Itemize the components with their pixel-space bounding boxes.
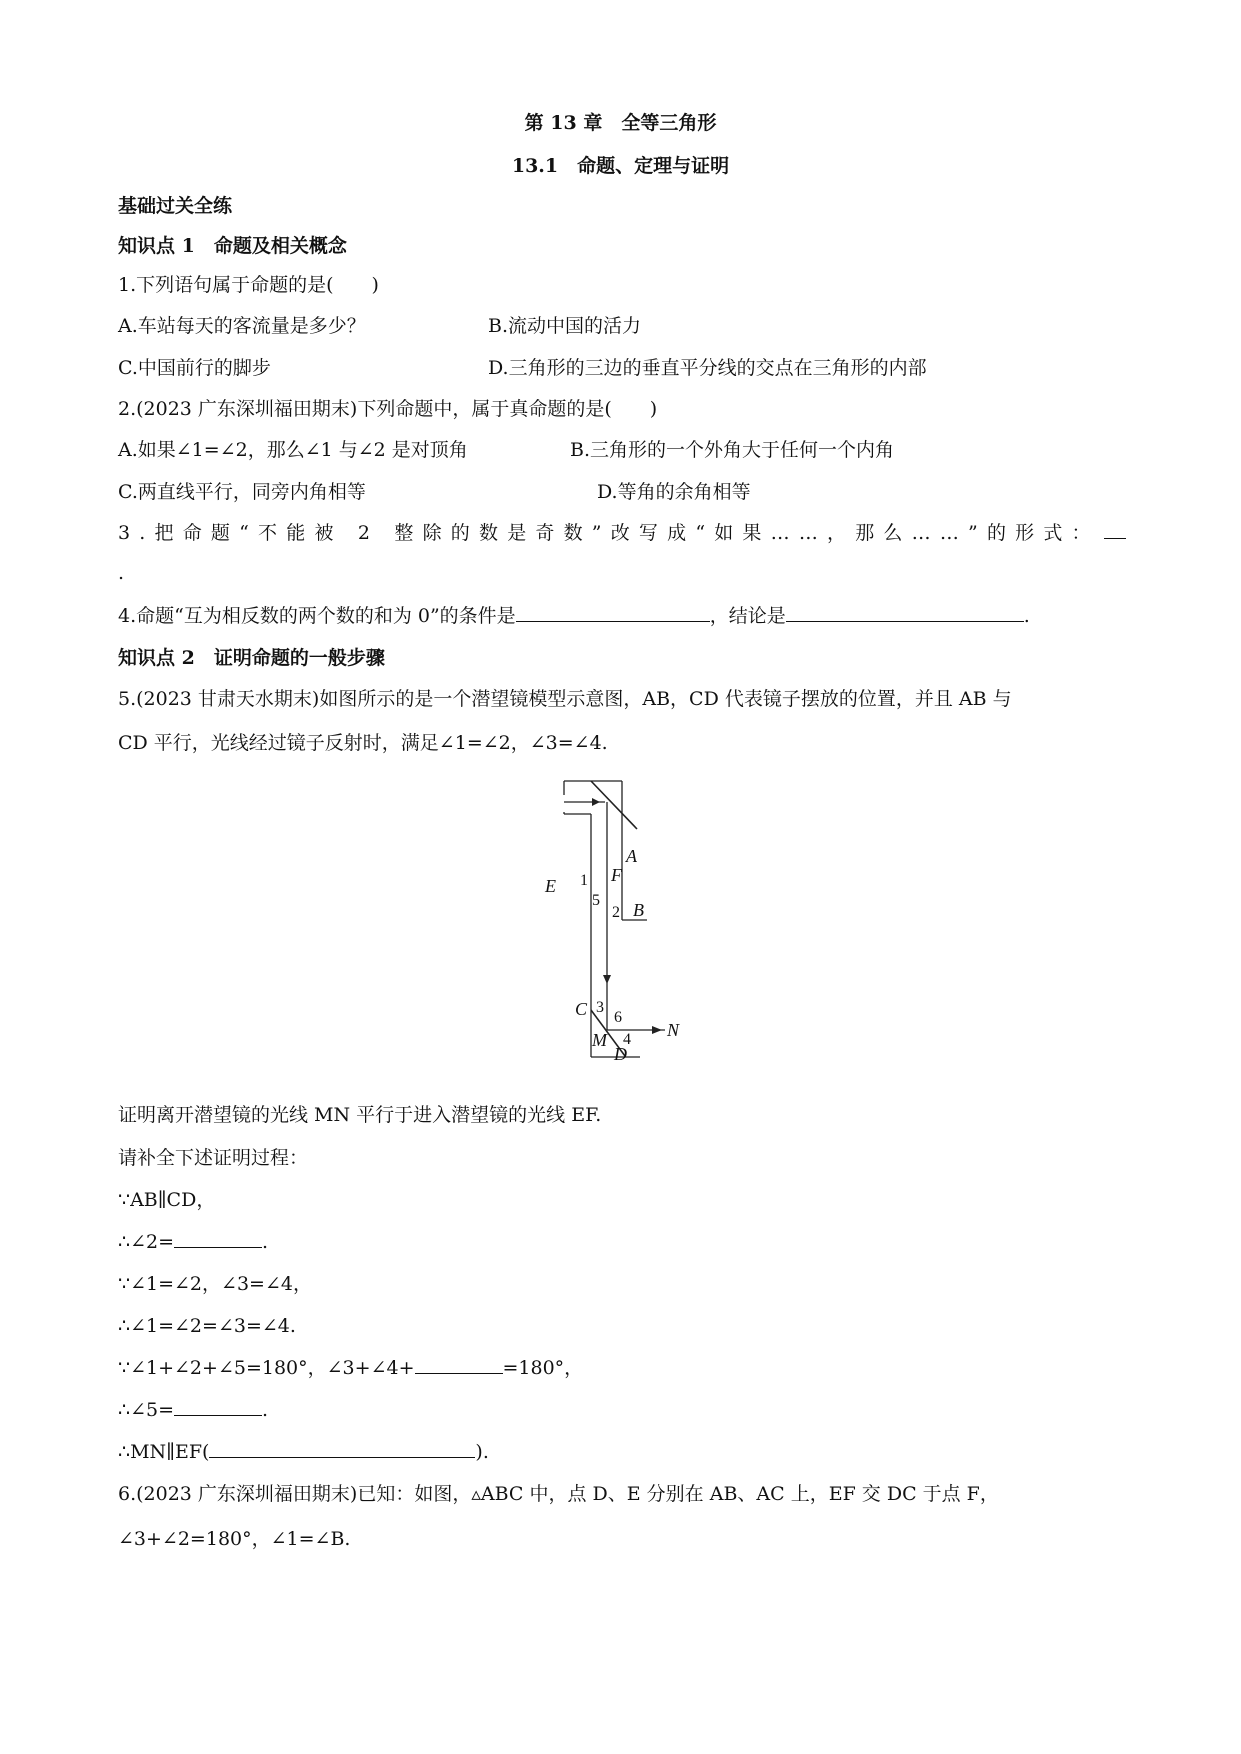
question-1-stem: 1.下列语句属于命题的是( )	[118, 274, 379, 296]
label-b: B	[633, 900, 644, 920]
proof-step-2-text: ∴∠2=	[118, 1231, 175, 1253]
question-1-option-a: A.车站每天的客流量是多少？	[118, 315, 366, 337]
label-d: D	[614, 1044, 627, 1064]
question-4-part-3: .	[1023, 605, 1030, 627]
proof-step-7-reason-blank[interactable]	[209, 1439, 475, 1458]
proof-step-7-text: ∴MN∥EF(	[118, 1441, 210, 1463]
question-5-prove: 证明离开潜望镜的光线 MN 平行于进入潜望镜的光线 EF.	[118, 1104, 602, 1126]
label-angle-3: 3	[596, 999, 604, 1016]
label-a: A	[626, 846, 637, 866]
question-3-prompt: 3.把命题“不能被 2 整除的数是奇数”改写成“如果……，那么……”的形式：	[118, 522, 1100, 544]
arrow-mn	[652, 1026, 662, 1034]
label-angle-6: 6	[614, 1009, 622, 1026]
label-angle-2: 2	[612, 904, 620, 921]
question-6-line-1: 6.(2023 广东深圳福田期末)已知：如图，▵ABC 中，点 D、E 分别在 AB、AC 上，EF 交 DC 于点 F，	[118, 1483, 999, 1505]
chapter-title: 第 13 章 全等三角形	[524, 112, 717, 134]
arrow-vertical	[603, 975, 611, 984]
section-title: 13.1 命题、定理与证明	[511, 155, 730, 177]
arrow-ef	[592, 798, 600, 806]
proof-step-5-text: ∵∠1+∠2+∠5=180°，∠3+∠4+	[118, 1357, 415, 1379]
proof-step-7-end: ).	[475, 1441, 489, 1463]
label-f: F	[611, 865, 622, 885]
proof-step-5	[118, 1355, 583, 1381]
proof-step-5-end: =180°，	[502, 1357, 584, 1379]
question-1-option-d: D.三角形的三边的垂直平分线的交点在三角形的内部	[488, 357, 927, 379]
question-5-fill-instruction: 请补全下述证明过程：	[118, 1147, 309, 1169]
proof-step-6-blank[interactable]	[174, 1397, 262, 1416]
knowledge-point-1-heading: 知识点 1 命题及相关概念	[118, 235, 347, 257]
label-n: N	[667, 1020, 680, 1040]
label-m: M	[592, 1030, 607, 1050]
proof-step-1: ∵AB∥CD，	[118, 1189, 216, 1211]
question-1-option-c: C.中国前行的脚步	[118, 357, 271, 379]
label-angle-5: 5	[592, 892, 600, 909]
question-4-part-1: 4.命题“互为相反数的两个数的和为 0”的条件是	[118, 605, 516, 627]
proof-step-6	[118, 1397, 268, 1423]
proof-step-2	[118, 1229, 268, 1255]
knowledge-point-2-heading: 知识点 2 证明命题的一般步骤	[118, 647, 385, 669]
proof-step-5-blank[interactable]	[415, 1355, 503, 1374]
label-e: E	[545, 876, 556, 896]
proof-step-2-end: .	[262, 1231, 269, 1253]
exercise-set-heading: 基础过关全练	[118, 195, 233, 217]
question-2-option-c: C.两直线平行，同旁内角相等	[118, 481, 366, 503]
question-2-option-b: B.三角形的一个外角大于任何一个内角	[570, 439, 895, 461]
question-2-option-a: A.如果∠1=∠2，那么∠1 与∠2 是对顶角	[118, 439, 468, 461]
question-4-part-2: ，结论是	[709, 605, 786, 627]
question-3-end: .	[118, 562, 125, 584]
proof-step-4: ∴∠1=∠2=∠3=∠4.	[118, 1315, 296, 1337]
mirror-ab	[591, 781, 637, 829]
question-2-stem: 2.(2023 广东深圳福田期末)下列命题中，属于真命题的是( )	[118, 398, 658, 420]
question-5-line-2: CD 平行，光线经过镜子反射时，满足∠1=∠2，∠3=∠4.	[118, 732, 608, 754]
question-2-option-d: D.等角的余角相等	[597, 481, 751, 503]
label-c: C	[575, 999, 588, 1019]
question-6-line-2: ∠3+∠2=180°，∠1=∠B.	[118, 1528, 351, 1550]
question-1-option-b: B.流动中国的活力	[488, 315, 642, 337]
proof-step-6-text: ∴∠5=	[118, 1399, 175, 1421]
label-angle-4: 4	[623, 1031, 631, 1048]
label-angle-1: 1	[580, 872, 588, 889]
proof-step-7	[118, 1439, 489, 1465]
proof-step-3: ∵∠1=∠2，∠3=∠4，	[118, 1273, 312, 1295]
proof-step-6-end: .	[262, 1399, 269, 1421]
proof-step-2-blank[interactable]	[174, 1229, 262, 1248]
question-5-line-1: 5.(2023 甘肃天水期末)如图所示的是一个潜望镜模型示意图，AB，CD 代表镜子摆放的位置，并且 AB 与	[118, 688, 1012, 710]
